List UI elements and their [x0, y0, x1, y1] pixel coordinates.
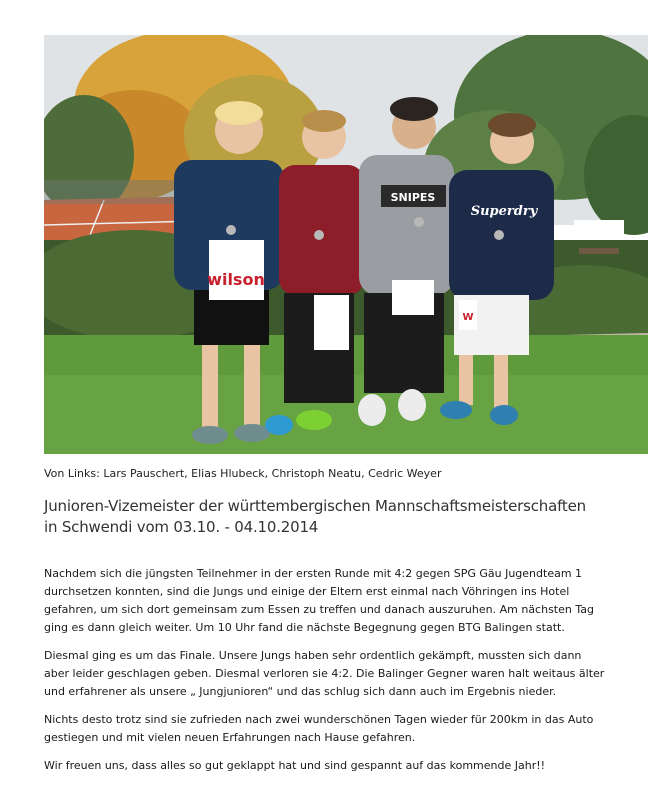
headline-line-1: Junioren-Vizemeister der württembergischen Mannschaftsmeisterschaften — [44, 497, 586, 515]
article-body — [44, 565, 648, 785]
team-photo — [44, 35, 648, 454]
svg-text:W: W — [462, 312, 474, 323]
paragraph-line: gefahren, um sich dort gemeinsam zum Essen zu treffen und danach auszuruhen. Am nächsten Tag — [44, 603, 594, 616]
paragraph-line: ging es dann gleich weiter. Um 10 Uhr fand die nächste Begegnung gegen BTG Balingen statt. — [44, 621, 565, 634]
photo-caption: Von Links: Lars Pauschert, Elias Hlubeck, Christoph Neatu, Cedric Weyer — [44, 467, 442, 480]
paragraph-2 — [44, 647, 648, 701]
svg-text:Superdry: Superdry — [470, 204, 538, 219]
paragraph-line: Wir freuen uns, dass alles so gut geklappt hat und sind gespannt auf das kommende Jahr!! — [44, 759, 546, 772]
svg-text:SNIPES: SNIPES — [390, 191, 436, 204]
paragraph-line: gestiegen und mit vielen neuen Erfahrungen nach Hause gefahren. — [44, 731, 416, 744]
paragraph-line: und erfahrener als unsere „ Jungjunioren“ und das schlug sich dann auch im Ergebnis nieder. — [44, 685, 557, 698]
paragraph-4 — [44, 757, 648, 775]
headline-line-2: in Schwendi vom 03.10. - 04.10.2014 — [44, 518, 319, 536]
team-photo-illustration — [44, 35, 648, 454]
paragraph-line: Nachdem sich die jüngsten Teilnehmer in der ersten Runde mit 4:2 gegen SPG Gäu Jugendteam 1 — [44, 567, 583, 580]
article-headline — [44, 496, 648, 538]
svg-text:wilson: wilson — [207, 270, 265, 289]
paragraph-line: aber leider geschlagen geben. Diesmal verloren sie 4:2. Die Balinger Gegner waren halt weitaus älter — [44, 667, 605, 680]
paragraph-line: durchsetzen konnten, sind die Jungs und einige der Eltern erst einmal nach Vöhringen ins Hotel — [44, 585, 570, 598]
paragraph-3 — [44, 711, 648, 747]
paragraph-line: Nichts desto trotz sind sie zufrieden nach zwei wunderschönen Tagen wieder für 200km in das Auto — [44, 713, 594, 726]
paragraph-1 — [44, 565, 648, 637]
paragraph-line: Diesmal ging es um das Finale. Unsere Jungs haben sehr ordentlich gekämpft, mussten sich dann — [44, 649, 582, 662]
